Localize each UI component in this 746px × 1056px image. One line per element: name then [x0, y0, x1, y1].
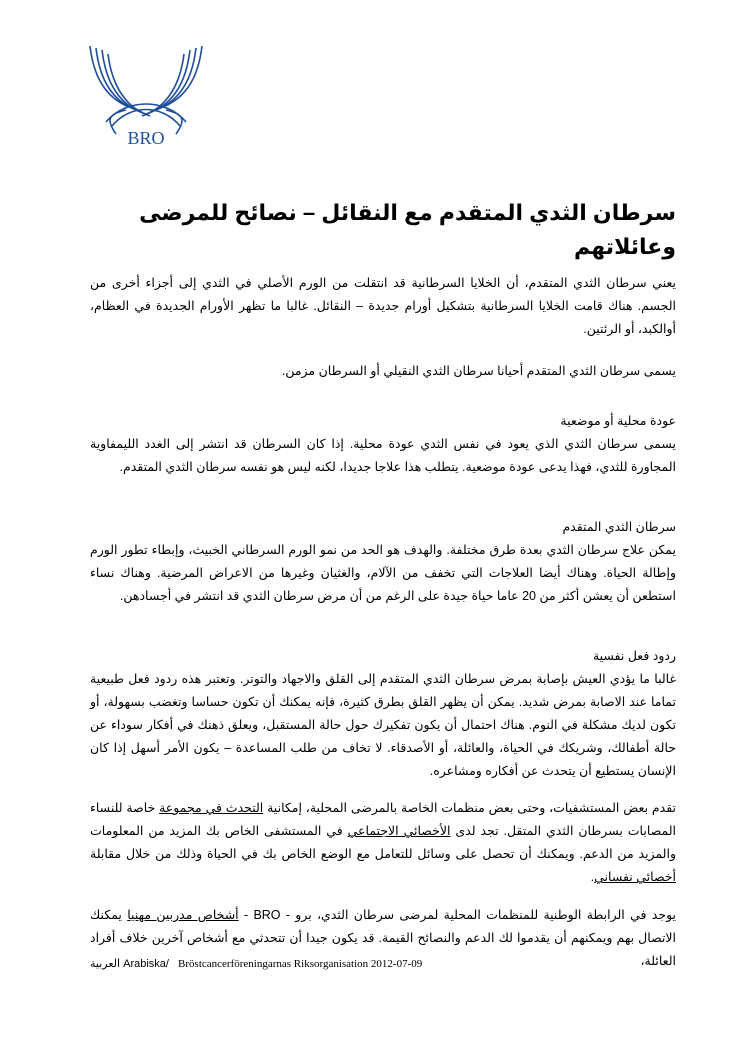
reactions-heading: ردود فعل نفسية — [592, 649, 676, 663]
page-footer — [90, 957, 422, 970]
bro-logo — [86, 40, 206, 160]
national-paragraph: يوجد في الرابطة الوطنية للمنظمات المحلية لمرضى سرطان الثدي، برو - BRO - أشخاص مدربين مهنيا يمكنك الاتصال بهم ويمكنهم أن يقدموا لك الدعم والنصائح القيمة. قد يكون جيدا أن تتحدثي مع أشخاص آخرين خلاف أفراد العائلة، — [90, 908, 677, 968]
logo-text: BRO — [127, 128, 165, 148]
intro-paragraph: يعني سرطان الثدي المتقدم، أن الخلايا السرطانية قد انتقلت من الورم الأصلي في الثدي إلى أجزاء أخرى من الجسم. هناك قامت الخلايا السرطانية بتشكيل أورام جديدة – النقائل. غالبا ما تظهر الأورام الجديدة في العظام، أوالكبد، أو الرئتين. — [90, 276, 676, 336]
advanced-heading: سرطان الثدي المتقدم — [562, 520, 676, 534]
local-paragraph: يسمى سرطان الثدي الذي يعود في نفس الثدي عودة محلية. إذا كان السرطان قد انتشر إلى الغدد الليمفاوية المجاورة للثدي، فهذا يدعى عودة موضعية. يتطلب هذا علاجا جديدا، لكنه ليس هو نفسه سرطان الثدي المتقدم. — [90, 437, 676, 474]
group-talk-link[interactable]: التحدث في مجموعة — [159, 801, 264, 815]
footer-language: Arabiska/ — [123, 958, 169, 970]
footer-arabic: العربية — [90, 958, 121, 970]
advanced-paragraph: يمكن علاج سرطان الثدي بعدة طرق مختلفة. والهدف هو الحد من نمو الورم السرطاني الخبيث، وإبطاء تطور الورم وإطالة الحياة. وهناك أيضا العلاجات التي تخفف من الآلام، والغثيان وغيرها من الاعراض المرضية. وهناك نساء استطعن أن يعشن أكثر من 20 عاما حياة جيدة على الرغم من أن مرض سرطان الثدي قد انتشر في أجسادهن. — [90, 543, 676, 603]
social-worker-link[interactable]: الأخصائي الاجتماعي — [347, 824, 451, 838]
footer-org: Bröstcancerföreningarnas Riksorganisation 2012-07-09 — [178, 958, 423, 970]
trained-people-link[interactable]: أشخاص مدربين مهنيا — [127, 908, 239, 922]
psychologist-link[interactable]: أخصائي نفساني — [594, 870, 676, 884]
page-title: سرطان الثدي المتقدم مع النقائل – نصائح للمرضى وعائلاتهم — [139, 200, 676, 259]
local-heading: عودة محلية أو موضعية — [560, 414, 676, 428]
reactions-paragraph: غالبا ما يؤدي العيش بإصابة بمرض سرطان الثدي المتقدم إلى القلق والاجهاد والتوتر. وتعتبر هذه ردود فعل طبيعية تماما عند الاصابة بمرض شديد. يمكن أن يظهر القلق بطرق كثيرة، فإنه يمكنك أن تكون حساسا وتغضب بسهولة، أو تكون لديك مشكلة في النوم. هناك احتمال أن يكون تفكيرك حول حالة المستقبل، ويعلق ذهنك في أفكار سوداء عن حالة أطفالك، وشريكك في الحياة، والعائلة، أو الأصدقاء. لا تخاف من طلب المساعدة – يكون الأمر أسهل إذا كان الإنسان يستطيع أن يتحدث عن أفكاره ومشاعره. — [90, 672, 676, 778]
hospitals-paragraph: تقدم بعض المستشفيات، وحتى بعض منظمات الخاصة بالمرضى المحلية، إمكانية التحدث في مجموعة خاصة للنساء المصابات بسرطان الثدي المتقل. تجد لدى الأخصائي الاجتماعي في المستشفى الخاص بك المزيد من المعلومات والمزيد من الدعم. ويمكنك أن تحصل على وسائل للتعامل مع الوضع الخاص بك في الحياة وذلك من خلال مقابلة أخصائي نفساني. — [90, 801, 677, 884]
chronic-paragraph: يسمى سرطان الثدي المتقدم أحيانا سرطان الثدي النقيلي أو السرطان مزمن. — [281, 364, 676, 378]
